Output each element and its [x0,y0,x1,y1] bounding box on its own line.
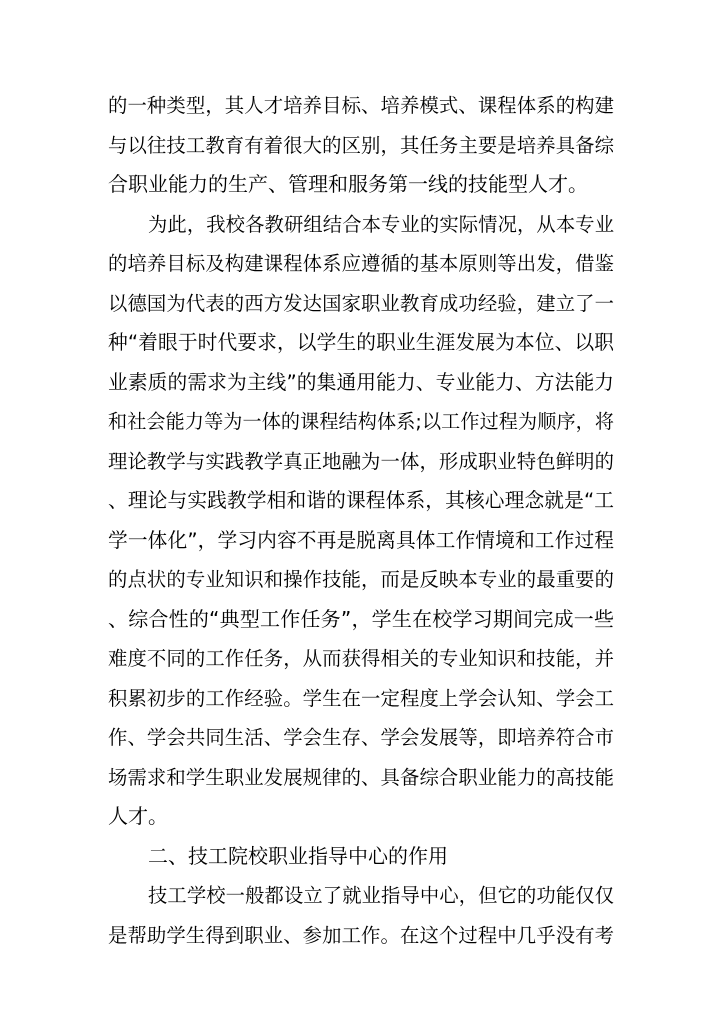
text-line: 的一种类型，其人才培养目标、培养模式、课程体系的构建 [108,94,614,117]
text-line: 作、学会共同生活、学会生存、学会发展等，即培养符合市 [108,726,614,749]
text-line: 是帮助学生得到职业、参加工作。在这个过程中几乎没有考 [108,923,614,947]
text-line: 业素质的需求为主线”的集通用能力、专业能力、方法能力 [108,370,614,394]
text-line: 以德国为代表的西方发达国家职业教育成功经验，建立了一 [108,291,614,315]
section-heading: 二、技工院校职业指导中心的作用 [148,843,448,868]
text-line: 理论教学与实践教学真正地融为一体，形成职业特色鲜明的 [108,449,614,473]
text-line: 、理论与实践教学相和谐的课程体系，其核心理念就是“工 [108,489,614,512]
text-line: 积累初步的工作经验。学生在一定程度上学会认知、学会工 [108,686,614,710]
document-page [108,86,614,955]
text-line: 学一体化”，学习内容不再是脱离具体工作情境和工作过程 [108,528,614,552]
text-line: 合职业能力的生产、管理和服务第一线的技能型人才。 [108,172,588,196]
text-line: 场需求和学生职业发展规律的、具备综合职业能力的高技能 [108,765,614,789]
text-line: 的点状的专业知识和操作技能，而是反映本专业的最重要的 [108,568,614,591]
text-line: 的培养目标及构建课程体系应遵循的基本原则等出发，借鉴 [108,252,614,275]
text-line: 与以往技工教育有着很大的区别，其任务主要是培养具备综 [108,133,614,157]
paragraph-start-line: 为此，我校各教研组结合本专业的实际情况，从本专业 [148,212,614,236]
text-line: 人才。 [108,804,168,828]
paragraph-start-line: 技工学校一般都设立了就业指导中心，但它的功能仅仅 [148,884,614,907]
text-line: 种“着眼于时代要求，以学生的职业生涯发展为本位、以职 [108,331,614,354]
text-line: 和社会能力等为一体的课程结构体系;以工作过程为顺序，将 [108,410,614,433]
text-line: 难度不同的工作任务，从而获得相关的专业知识和技能，并 [108,647,614,670]
text-line: 、综合性的“典型工作任务”，学生在校学习期间完成一些 [108,606,614,631]
